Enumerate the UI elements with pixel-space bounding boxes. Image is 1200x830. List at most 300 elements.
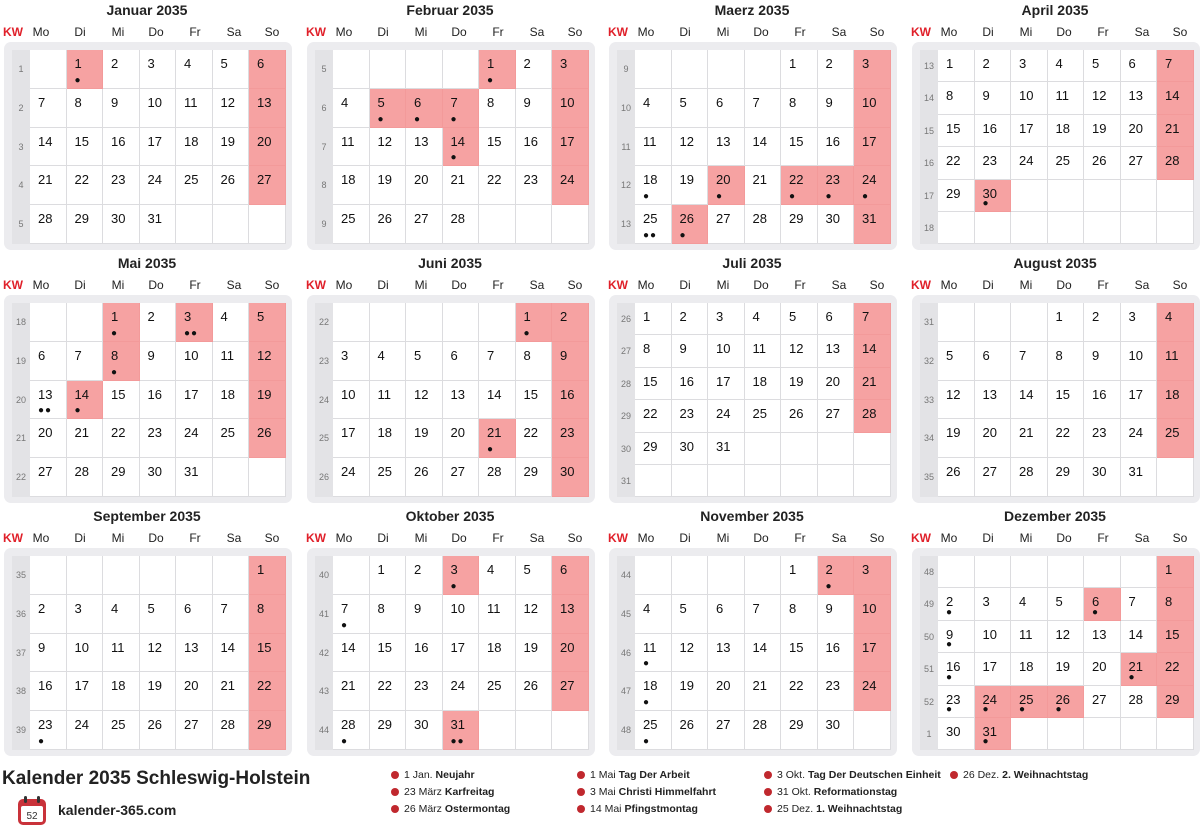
- day-number: 9: [982, 88, 990, 104]
- day-number: 15: [1165, 626, 1180, 642]
- day-cell: [552, 381, 589, 420]
- kw-header: KW: [3, 278, 23, 292]
- day-number: 19: [147, 678, 162, 694]
- day-number: 2: [414, 562, 422, 577]
- empty-cell: [708, 556, 745, 595]
- holiday-dot: ●: [716, 191, 724, 203]
- month-title: Oktober 2035: [405, 508, 495, 524]
- empty-cell: [672, 50, 709, 89]
- day-cell: [479, 89, 516, 128]
- holiday-dot: ●: [74, 405, 82, 417]
- month-panel: [609, 42, 897, 250]
- day-cell: [818, 89, 855, 128]
- day-number: 6: [450, 347, 458, 363]
- day-number: 8: [377, 600, 385, 616]
- day-number: 12: [147, 639, 162, 655]
- day-cell: [708, 368, 745, 400]
- day-cell: [672, 711, 709, 750]
- empty-cell: [975, 556, 1012, 588]
- day-cell: [1084, 342, 1121, 381]
- day-cell: [1157, 82, 1194, 114]
- day-cell: [67, 89, 104, 128]
- day-number: 17: [560, 133, 575, 149]
- bullet-icon: [764, 771, 772, 779]
- day-cell: [479, 556, 516, 595]
- empty-cell: [975, 212, 1012, 244]
- kw-header: KW: [608, 278, 628, 292]
- empty-cell: [1048, 180, 1085, 212]
- day-cell: [249, 556, 286, 595]
- weekday-header: Mo: [335, 278, 353, 292]
- month-12: [910, 506, 1200, 759]
- weekday-header: Mo: [32, 25, 50, 39]
- day-cell: [854, 50, 891, 89]
- day-number: 8: [74, 94, 82, 110]
- day-cell: [552, 672, 589, 711]
- weekday-header: Do: [148, 25, 164, 39]
- week-number: 37: [12, 634, 30, 673]
- day-cell: [1048, 419, 1085, 458]
- day-number: 9: [147, 347, 155, 363]
- day-number: 9: [679, 341, 687, 357]
- day-cell: [30, 342, 67, 381]
- legend-item: [391, 768, 475, 782]
- day-number: 17: [184, 386, 199, 402]
- month-4: [910, 0, 1200, 253]
- day-number: 28: [1165, 153, 1180, 169]
- day-number: 14: [1019, 386, 1034, 402]
- day-cell: [103, 205, 140, 244]
- day-number: 9: [825, 94, 833, 110]
- day-cell: [1121, 588, 1158, 620]
- empty-cell: [1048, 718, 1085, 750]
- empty-cell: [140, 556, 177, 595]
- day-number: 13: [1128, 88, 1143, 104]
- legend-date: 1 Mai: [590, 769, 616, 781]
- week-number: 25: [315, 419, 333, 458]
- week-number: 13: [617, 205, 635, 244]
- day-cell: [1121, 653, 1158, 685]
- day-cell: [818, 128, 855, 167]
- day-cell: [708, 303, 745, 335]
- day-number: 22: [789, 678, 804, 694]
- empty-cell: [1048, 556, 1085, 588]
- day-cell: [552, 458, 589, 497]
- day-cell: [781, 128, 818, 167]
- day-number: 11: [1165, 347, 1179, 363]
- empty-cell: [1157, 458, 1194, 497]
- day-cell: [1011, 381, 1048, 420]
- day-cell: [975, 419, 1012, 458]
- month-title: August 2035: [1013, 255, 1097, 271]
- day-cell: [406, 711, 443, 750]
- week-number: 18: [12, 303, 30, 342]
- day-cell: [249, 672, 286, 711]
- day-cell: [406, 672, 443, 711]
- day-number: 25: [377, 464, 392, 480]
- day-number: 1: [523, 309, 531, 324]
- empty-cell: [552, 205, 589, 244]
- day-number: 2: [1092, 309, 1100, 324]
- day-cell: [1121, 381, 1158, 420]
- day-number: 20: [716, 172, 731, 188]
- day-number: 24: [1128, 425, 1143, 441]
- day-cell: [1011, 342, 1048, 381]
- day-cell: [67, 595, 104, 634]
- day-cell: [1084, 419, 1121, 458]
- day-cell: [818, 634, 855, 673]
- day-cell: [938, 115, 975, 147]
- day-number: 30: [414, 717, 429, 733]
- weekday-header: Di: [377, 278, 389, 292]
- week-number: 35: [12, 556, 30, 595]
- day-number: 25: [1019, 691, 1034, 707]
- empty-cell: [176, 556, 213, 595]
- legend-date: 1 Jan.: [404, 769, 433, 781]
- day-number: 9: [1092, 347, 1100, 363]
- legend-item: [950, 768, 1088, 782]
- weekday-header: Mi: [111, 531, 125, 545]
- day-cell: [672, 400, 709, 432]
- day-number: 22: [1165, 659, 1180, 675]
- page-title: Kalender 2035 Schleswig-Holstein: [2, 768, 311, 789]
- day-cell: [975, 458, 1012, 497]
- holiday-dot: ●: [862, 191, 870, 203]
- kw-header: KW: [911, 278, 931, 292]
- day-cell: [672, 634, 709, 673]
- day-number: 29: [789, 717, 804, 733]
- day-number: 11: [1019, 626, 1033, 642]
- day-cell: [745, 634, 782, 673]
- month-6: [305, 253, 595, 506]
- day-cell: [1121, 50, 1158, 82]
- month-title: Dezember 2035: [1004, 508, 1106, 524]
- day-number: 1: [1055, 309, 1063, 324]
- day-number: 7: [38, 94, 46, 110]
- site-link[interactable]: kalender-365.com: [58, 802, 177, 818]
- day-cell: [67, 166, 104, 205]
- month-title: Mai 2035: [117, 255, 177, 271]
- day-number: 24: [341, 464, 356, 480]
- day-cell: [140, 342, 177, 381]
- day-number: 4: [1019, 594, 1027, 610]
- day-cell: [745, 368, 782, 400]
- day-number: 22: [111, 425, 126, 441]
- weekday-header: Sa: [831, 25, 847, 39]
- day-number: 19: [414, 425, 429, 441]
- bullet-icon: [391, 788, 399, 796]
- day-cell: [30, 595, 67, 634]
- day-number: 30: [1092, 464, 1107, 480]
- week-number: 8: [315, 166, 333, 205]
- day-number: 22: [487, 172, 502, 188]
- month-title: Maerz 2035: [714, 2, 790, 18]
- week-number: 17: [920, 180, 938, 212]
- holiday-dot: ●: [523, 327, 531, 339]
- day-number: 30: [560, 464, 575, 480]
- weekday-header: Fr: [189, 278, 201, 292]
- day-number: 18: [752, 373, 767, 389]
- day-cell: [1048, 342, 1085, 381]
- day-cell: [975, 686, 1012, 718]
- day-cell: [818, 711, 855, 750]
- week-number: 52: [920, 686, 938, 718]
- day-cell: [140, 711, 177, 750]
- week-number: 21: [12, 419, 30, 458]
- day-cell: [635, 128, 672, 167]
- day-number: 1: [946, 56, 954, 71]
- day-number: 3: [1019, 56, 1027, 71]
- day-number: 24: [862, 678, 877, 694]
- legend-date: 26 Dez.: [963, 769, 1000, 781]
- day-cell: [818, 166, 855, 205]
- day-number: 29: [1055, 464, 1070, 480]
- day-number: 1: [111, 309, 119, 324]
- day-number: 5: [946, 347, 954, 363]
- day-number: 13: [184, 639, 199, 655]
- holiday-dot: ●●: [38, 405, 53, 417]
- day-cell: [249, 50, 286, 89]
- day-number: 1: [487, 56, 495, 71]
- kw-header: KW: [306, 531, 326, 545]
- empty-cell: [1011, 718, 1048, 750]
- day-cell: [30, 711, 67, 750]
- day-number: 19: [946, 425, 961, 441]
- day-cell: [443, 166, 480, 205]
- empty-cell: [708, 465, 745, 497]
- weekday-header: Do: [753, 531, 769, 545]
- day-number: 11: [341, 133, 355, 149]
- weekday-header: Di: [679, 25, 691, 39]
- day-cell: [213, 166, 250, 205]
- day-number: 11: [377, 386, 391, 402]
- day-cell: [708, 634, 745, 673]
- day-number: 15: [946, 120, 961, 136]
- day-cell: [1084, 115, 1121, 147]
- day-number: 19: [1092, 120, 1107, 136]
- day-cell: [30, 634, 67, 673]
- day-cell: [938, 50, 975, 82]
- day-cell: [333, 342, 370, 381]
- weekday-header: Di: [982, 278, 994, 292]
- day-cell: [516, 303, 553, 342]
- day-cell: [745, 711, 782, 750]
- day-number: 8: [257, 600, 265, 616]
- day-number: 6: [560, 562, 568, 577]
- month-panel: [307, 548, 595, 756]
- empty-cell: [1084, 180, 1121, 212]
- day-cell: [213, 711, 250, 750]
- day-cell: [1011, 50, 1048, 82]
- holiday-dot: ●: [341, 735, 349, 747]
- day-cell: [370, 205, 407, 244]
- holiday-dot: ●●: [643, 229, 658, 241]
- day-number: 10: [147, 94, 162, 110]
- day-number: 15: [74, 133, 89, 149]
- day-number: 13: [38, 386, 53, 402]
- day-number: 23: [946, 691, 961, 707]
- day-cell: [1084, 381, 1121, 420]
- day-cell: [370, 634, 407, 673]
- day-cell: [1048, 381, 1085, 420]
- day-number: 10: [862, 600, 877, 616]
- day-cell: [854, 634, 891, 673]
- day-cell: [781, 50, 818, 89]
- week-number: 32: [920, 342, 938, 381]
- week-number: 46: [617, 634, 635, 673]
- day-cell: [708, 128, 745, 167]
- holiday-dot: ●: [946, 703, 954, 715]
- day-number: 18: [643, 172, 658, 188]
- legend-name: 1. Weihnachtstag: [816, 803, 903, 815]
- day-cell: [745, 205, 782, 244]
- empty-cell: [1011, 180, 1048, 212]
- day-number: 8: [111, 347, 119, 363]
- weekday-header: Di: [679, 531, 691, 545]
- month-3: [607, 0, 897, 253]
- day-cell: [370, 128, 407, 167]
- day-number: 27: [1092, 691, 1107, 707]
- day-number: 19: [1055, 659, 1070, 675]
- day-cell: [1048, 303, 1085, 342]
- week-number: 26: [315, 458, 333, 497]
- day-cell: [552, 342, 589, 381]
- empty-cell: [406, 303, 443, 342]
- legend-name: Reformationstag: [813, 786, 898, 798]
- day-number: 28: [220, 717, 235, 733]
- day-cell: [103, 303, 140, 342]
- day-number: 12: [523, 600, 538, 616]
- day-number: 17: [450, 639, 465, 655]
- weekday-header: Mi: [414, 531, 428, 545]
- weekday-header: Mo: [32, 531, 50, 545]
- day-number: 23: [1092, 425, 1107, 441]
- empty-cell: [1084, 718, 1121, 750]
- day-number: 1: [789, 56, 797, 71]
- weekday-header: Mi: [111, 278, 125, 292]
- weekday-header: Do: [1056, 531, 1072, 545]
- day-cell: [938, 381, 975, 420]
- day-cell: [1048, 50, 1085, 82]
- day-cell: [30, 205, 67, 244]
- empty-cell: [672, 465, 709, 497]
- day-cell: [672, 89, 709, 128]
- day-cell: [370, 672, 407, 711]
- kw-header: KW: [3, 531, 23, 545]
- day-number: 30: [825, 717, 840, 733]
- day-cell: [745, 89, 782, 128]
- day-cell: [479, 50, 516, 89]
- empty-cell: [854, 433, 891, 465]
- day-number: 5: [147, 600, 155, 616]
- day-cell: [333, 166, 370, 205]
- day-cell: [781, 89, 818, 128]
- day-number: 20: [560, 639, 575, 655]
- week-number: 44: [617, 556, 635, 595]
- day-number: 14: [220, 639, 235, 655]
- empty-cell: [635, 556, 672, 595]
- day-number: 10: [560, 94, 575, 110]
- day-number: 5: [523, 562, 531, 577]
- day-cell: [213, 128, 250, 167]
- weekday-header: So: [264, 25, 280, 39]
- day-cell: [140, 595, 177, 634]
- holiday-dot: ●: [643, 658, 651, 670]
- weekday-header: Fr: [794, 278, 806, 292]
- day-cell: [854, 89, 891, 128]
- weekday-header: So: [567, 278, 583, 292]
- day-number: 6: [38, 347, 46, 363]
- day-cell: [672, 335, 709, 367]
- day-cell: [672, 205, 709, 244]
- day-cell: [176, 711, 213, 750]
- day-cell: [552, 166, 589, 205]
- empty-cell: [781, 465, 818, 497]
- day-cell: [333, 205, 370, 244]
- day-number: 23: [825, 678, 840, 694]
- day-number: 29: [1165, 691, 1180, 707]
- day-number: 23: [147, 425, 162, 441]
- day-cell: [672, 595, 709, 634]
- day-cell: [406, 458, 443, 497]
- week-number: 16: [920, 147, 938, 179]
- weekday-header: Sa: [529, 25, 545, 39]
- weekday-header: So: [1172, 25, 1188, 39]
- day-cell: [516, 342, 553, 381]
- month-panel: [912, 295, 1200, 503]
- day-cell: [333, 672, 370, 711]
- day-number: 7: [752, 600, 760, 616]
- weekday-header: Mo: [940, 531, 958, 545]
- day-number: 4: [752, 309, 760, 324]
- day-cell: [249, 595, 286, 634]
- week-number: 14: [920, 82, 938, 114]
- day-number: 5: [257, 309, 265, 324]
- legend-date: 3 Mai: [590, 786, 616, 798]
- day-number: 9: [946, 626, 954, 642]
- day-number: 24: [147, 172, 162, 188]
- month-panel: [609, 295, 897, 503]
- week-number: 48: [617, 711, 635, 750]
- day-cell: [370, 419, 407, 458]
- week-number: 47: [617, 672, 635, 711]
- day-cell: [938, 419, 975, 458]
- day-cell: [67, 634, 104, 673]
- weekday-header: So: [869, 278, 885, 292]
- day-cell: [406, 595, 443, 634]
- day-cell: [140, 50, 177, 89]
- weekday-header: Do: [148, 531, 164, 545]
- day-cell: [938, 180, 975, 212]
- legend-name: Tag Der Deutschen Einheit: [807, 769, 941, 781]
- day-number: 31: [1128, 464, 1143, 480]
- day-number: 7: [1128, 594, 1136, 610]
- day-number: 2: [825, 56, 833, 71]
- empty-cell: [635, 465, 672, 497]
- day-number: 25: [643, 211, 658, 227]
- day-cell: [1121, 419, 1158, 458]
- week-number: 15: [920, 115, 938, 147]
- day-cell: [479, 342, 516, 381]
- day-number: 24: [74, 717, 89, 733]
- day-number: 2: [825, 562, 833, 577]
- week-number: 38: [12, 672, 30, 711]
- empty-cell: [370, 303, 407, 342]
- day-number: 7: [341, 600, 349, 616]
- day-number: 27: [825, 406, 840, 422]
- day-cell: [67, 128, 104, 167]
- day-number: 5: [789, 309, 797, 324]
